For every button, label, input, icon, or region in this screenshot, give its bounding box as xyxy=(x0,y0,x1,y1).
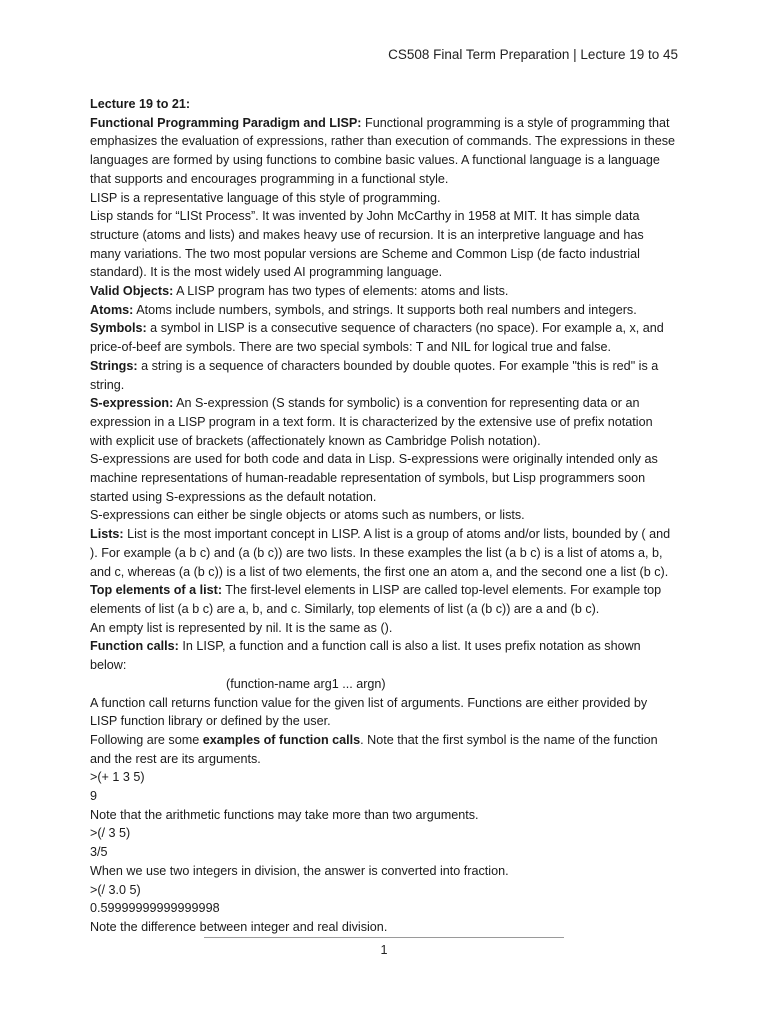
paragraph-s-expressions-used: S-expressions are used for both code and data in Lisp. S-expressions were originally intended only as machine representations of human-readable representation of symbols, but Lisp programmers soon started using S-expressions as the default notation. xyxy=(90,452,658,504)
term-functional-programming: Functional Programming Paradigm and LISP: xyxy=(90,115,362,130)
example-2-input: >(/ 3 5) xyxy=(90,826,131,841)
term-function-calls: Function calls: xyxy=(90,639,179,654)
paragraph-function-returns: A function call returns function value for the given list of arguments. Functions are either provided by LISP function library or defined by the user. xyxy=(90,695,648,729)
paragraph-atoms: Atoms: Atoms include numbers, symbols, and strings. It supports both real numbers and integers. xyxy=(90,302,637,317)
paragraph-function-calls: Function calls: In LISP, a function and a function call is also a list. It uses prefix notation as shown below: xyxy=(90,639,641,673)
section-heading: Lecture 19 to 21: xyxy=(90,97,191,111)
paragraph-s-expressions-either: S-expressions can either be single objects or atoms such as numbers, or lists. xyxy=(90,508,525,523)
example-3-note: Note the difference between integer and real division. xyxy=(90,919,388,934)
paragraph-empty-list: An empty list is represented by nil. It is the same as (). xyxy=(90,620,393,635)
term-strings: Strings: xyxy=(90,358,138,373)
paragraph-valid-objects: Valid Objects: A LISP program has two types of elements: atoms and lists. xyxy=(90,284,509,299)
footer-divider xyxy=(204,937,564,938)
term-lists: Lists: xyxy=(90,527,124,542)
function-call-syntax: (function-name arg1 ... argn) xyxy=(226,676,386,691)
term-s-expression: S-expression: xyxy=(90,396,174,411)
paragraph-lisp-representative: LISP is a representative language of this style of programming. xyxy=(90,190,441,205)
paragraph-symbols: Symbols: a symbol in LISP is a consecutive sequence of characters (no space). For example a, x, and price-of-beef are symbols. There are two special symbols: T and NIL for logical true and false. xyxy=(90,321,664,355)
term-atoms: Atoms: xyxy=(90,302,134,317)
term-valid-objects: Valid Objects: xyxy=(90,284,174,299)
example-1-output: 9 xyxy=(90,789,98,804)
example-2-note: When we use two integers in division, the answer is converted into fraction. xyxy=(90,863,509,878)
term-top-elements: Top elements of a list: xyxy=(90,583,223,598)
paragraph-s-expression: S-expression: An S-expression (S stands for symbolic) is a convention for representing data or an expression in a LISP program in a text form. It is characterized by the extensive use of prefix notation with explicit use of brackets (affectionately known as Cambridge Polish notation). xyxy=(90,396,653,448)
example-1-note: Note that the arithmetic functions may take more than two arguments. xyxy=(90,807,479,822)
paragraph-strings: Strings: a string is a sequence of characters bounded by double quotes. For example "this is red" is a string. xyxy=(90,358,659,392)
document-body xyxy=(90,95,676,937)
paragraph-functional-programming: Functional Programming Paradigm and LISP: Functional programming is a style of programming that emphasizes the evaluation of expressions, rather than execution of commands. The expressions in these languages are formed by using functions to combine basic values. A functional language is a language that supports and encourages programming in a functional style. xyxy=(90,115,676,186)
paragraph-lisp-stands-for: Lisp stands for “LISt Process”. It was invented by John McCarthy in 1958 at MIT. It has simple data structure (atoms and lists) and makes heavy use of recursion. It is an interpretive language and has many variations. The two most popular versions are Scheme and Common Lisp (de facto industrial standard). It is the most widely used AI programming language. xyxy=(90,209,644,280)
term-symbols: Symbols: xyxy=(90,321,147,336)
term-examples-of-function-calls: examples of function calls xyxy=(202,732,361,747)
page-number: 1 xyxy=(380,943,388,957)
running-header: CS508 Final Term Preparation | Lecture 19 to 45 xyxy=(388,47,678,62)
paragraph-examples-intro: Following are some examples of function calls. Note that the first symbol is the name of the function and the rest are its arguments. xyxy=(90,732,658,766)
example-3-output: 0.59999999999999998 xyxy=(90,901,220,916)
example-3-input: >(/ 3.0 5) xyxy=(90,882,141,897)
example-1-input: >(+ 1 3 5) xyxy=(90,770,145,785)
paragraph-top-elements: Top elements of a list: The first-level elements in LISP are called top-level elements. For example top elements of list (a b c) are a, b, and c. Similarly, top elements of list (a (b c)) are a and (b c). xyxy=(90,583,662,616)
paragraph-lists: Lists: List is the most important concept in LISP. A list is a group of atoms and/or lists, bounded by ( and ). For example (a b c) and (a (b c)) are two lists. In these examples the list (a b c) is a list of atoms a, b, and c, whereas (a (b c)) is a list of two elements, the first one an atom a, and the second one a list (b c). xyxy=(90,527,671,579)
example-2-output: 3/5 xyxy=(90,845,108,860)
